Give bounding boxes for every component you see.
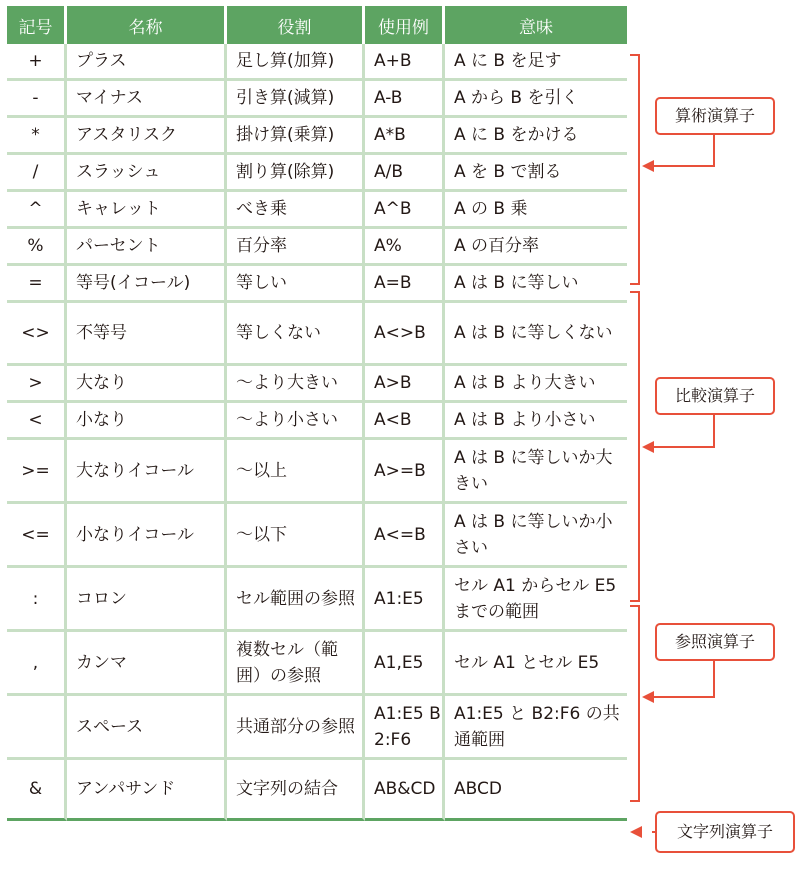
cell-symbol: <>	[7, 303, 67, 366]
cell-symbol: =	[7, 266, 67, 303]
table-row	[7, 366, 627, 403]
cell-meaning: A は B より大きい	[445, 366, 627, 403]
table-row	[7, 44, 627, 81]
header-symbol: 記号	[7, 6, 67, 44]
cell-example: A>=B	[365, 440, 445, 504]
cell-meaning: A は B に等しい	[445, 266, 627, 303]
cell-symbol: ,	[7, 632, 67, 696]
table-row	[7, 504, 627, 568]
header-meaning: 意味	[445, 6, 627, 44]
cell-example: A1,E5	[365, 632, 445, 696]
cell-name: パーセント	[67, 229, 227, 266]
cell-name: 小なりイコール	[67, 504, 227, 568]
cell-role: ～以上	[227, 440, 365, 504]
comparison-connector-v	[713, 414, 717, 448]
cell-symbol: >	[7, 366, 67, 403]
cell-example: A=B	[365, 266, 445, 303]
cell-example: AB&CD	[365, 760, 445, 821]
cell-symbol: -	[7, 81, 67, 118]
table-row	[7, 403, 627, 440]
cell-example: A1:E5 B2:F6	[365, 696, 445, 760]
table-row	[7, 568, 627, 632]
cell-role: 等しくない	[227, 303, 365, 366]
cell-meaning: A は B に等しいか大きい	[445, 440, 627, 504]
arithmetic-label: 算術演算子	[655, 97, 775, 135]
table-row	[7, 192, 627, 229]
table-row	[7, 266, 627, 303]
table-row	[7, 81, 627, 118]
cell-symbol: <=	[7, 504, 67, 568]
cell-example: A^B	[365, 192, 445, 229]
table-row	[7, 155, 627, 192]
comparison-label: 比較演算子	[655, 377, 775, 415]
cell-name: カンマ	[67, 632, 227, 696]
reference-label: 参照演算子	[655, 623, 775, 661]
string-arrow-icon	[630, 826, 642, 838]
cell-example: A*B	[365, 118, 445, 155]
cell-name: 小なり	[67, 403, 227, 440]
cell-role: 割り算(除算)	[227, 155, 365, 192]
cell-role: 百分率	[227, 229, 365, 266]
reference-arrow-icon	[642, 691, 654, 703]
cell-symbol: &	[7, 760, 67, 821]
arithmetic-arrow-icon	[642, 160, 654, 172]
cell-meaning: A は B より小さい	[445, 403, 627, 440]
operator-table	[7, 6, 627, 821]
cell-name: アスタリスク	[67, 118, 227, 155]
arithmetic-bracket	[630, 54, 640, 285]
cell-role: 掛け算(乗算)	[227, 118, 365, 155]
cell-name: プラス	[67, 44, 227, 81]
cell-example: A/B	[365, 155, 445, 192]
table-row	[7, 229, 627, 266]
table-body	[7, 44, 627, 821]
cell-symbol: <	[7, 403, 67, 440]
cell-name: アンパサンド	[67, 760, 227, 821]
cell-name: 等号(イコール)	[67, 266, 227, 303]
reference-connector-v	[713, 660, 717, 698]
cell-name: スラッシュ	[67, 155, 227, 192]
table-row	[7, 303, 627, 366]
cell-meaning: A は B に等しいか小さい	[445, 504, 627, 568]
cell-role: 共通部分の参照	[227, 696, 365, 760]
cell-name: 大なり	[67, 366, 227, 403]
cell-name: コロン	[67, 568, 227, 632]
cell-meaning: A の B 乗	[445, 192, 627, 229]
cell-name: マイナス	[67, 81, 227, 118]
cell-symbol: /	[7, 155, 67, 192]
header-role: 役割	[227, 6, 365, 44]
cell-symbol: :	[7, 568, 67, 632]
arithmetic-connector-v	[713, 134, 717, 167]
cell-meaning: ABCD	[445, 760, 627, 821]
cell-symbol: >=	[7, 440, 67, 504]
cell-meaning: セル A1 からセル E5 までの範囲	[445, 568, 627, 632]
cell-example: A<=B	[365, 504, 445, 568]
cell-meaning: A を B で割る	[445, 155, 627, 192]
cell-name: 大なりイコール	[67, 440, 227, 504]
table-row	[7, 632, 627, 696]
cell-example: A%	[365, 229, 445, 266]
cell-meaning: A から B を引く	[445, 81, 627, 118]
cell-meaning: A は B に等しくない	[445, 303, 627, 366]
cell-example: A>B	[365, 366, 445, 403]
string-label: 文字列演算子	[655, 811, 795, 853]
table-row	[7, 118, 627, 155]
cell-example: A+B	[365, 44, 445, 81]
header-example: 使用例	[365, 6, 445, 44]
cell-symbol: ^	[7, 192, 67, 229]
cell-meaning: A に B を足す	[445, 44, 627, 81]
cell-role: 文字列の結合	[227, 760, 365, 821]
cell-example: A<>B	[365, 303, 445, 366]
comparison-connector	[652, 446, 715, 450]
cell-role: 等しい	[227, 266, 365, 303]
table-row	[7, 760, 627, 821]
cell-role: ～より大きい	[227, 366, 365, 403]
cell-meaning: A の百分率	[445, 229, 627, 266]
table-header-row	[7, 6, 627, 44]
arithmetic-connector	[652, 165, 715, 169]
cell-role: ～より小さい	[227, 403, 365, 440]
reference-bracket	[630, 605, 640, 802]
cell-example: A1:E5	[365, 568, 445, 632]
cell-symbol: %	[7, 229, 67, 266]
cell-role: 引き算(減算)	[227, 81, 365, 118]
cell-role: ～以下	[227, 504, 365, 568]
cell-meaning: A に B をかける	[445, 118, 627, 155]
cell-role: セル範囲の参照	[227, 568, 365, 632]
cell-meaning: A1:E5 と B2:F6 の共通範囲	[445, 696, 627, 760]
cell-symbol: *	[7, 118, 67, 155]
cell-role: べき乗	[227, 192, 365, 229]
cell-symbol: +	[7, 44, 67, 81]
cell-meaning: セル A1 とセル E5	[445, 632, 627, 696]
cell-role: 複数セル（範囲）の参照	[227, 632, 365, 696]
comparison-arrow-icon	[642, 441, 654, 453]
cell-name: スペース	[67, 696, 227, 760]
comparison-bracket	[630, 291, 640, 602]
table-row	[7, 696, 627, 760]
header-name: 名称	[67, 6, 227, 44]
cell-role: 足し算(加算)	[227, 44, 365, 81]
cell-example: A<B	[365, 403, 445, 440]
cell-symbol	[7, 696, 67, 760]
cell-name: 不等号	[67, 303, 227, 366]
reference-connector	[652, 696, 715, 700]
cell-name: キャレット	[67, 192, 227, 229]
table-row	[7, 440, 627, 504]
cell-example: A-B	[365, 81, 445, 118]
